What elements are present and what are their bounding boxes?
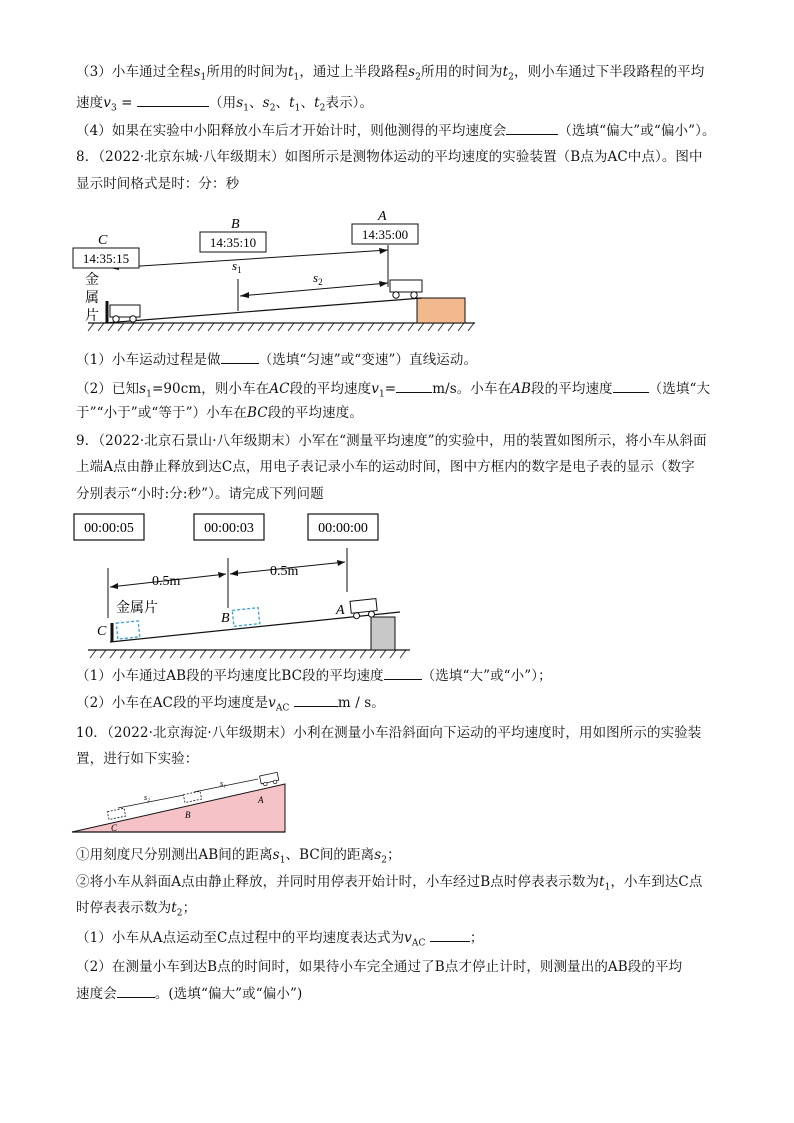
q8-heading: 8．（2022·北京东城·八年级期末）如图所示是测物体运动的平均速度的实验装置（B点为AC中点）。图中 — [76, 149, 703, 165]
answer-blank[interactable] — [294, 693, 338, 707]
q9-part2: （2）小车在AC段的平均速度是$v_{AC}$ m / s。 — [76, 695, 385, 714]
q10-part2-line2: 速度会 。(选填“偏大”或“偏小”) — [76, 986, 303, 1002]
label-a: A — [258, 795, 264, 805]
timer-b-text: 14:35:10 — [209, 235, 257, 250]
support-block — [371, 617, 395, 650]
cart-at-a — [390, 280, 422, 298]
q8-part1: （1）小车运动过程是做 （选填“匀速”或“变速”）直线运动。 — [76, 352, 478, 368]
label-c: C — [111, 823, 118, 833]
cart-at-c — [110, 305, 140, 322]
q9-heading-2: 上端A点由静止释放到达C点，用电子表记录小车的运动时间，图中方框内的数字是电子表的显示（数字 — [76, 459, 695, 475]
s2-label: s₂ — [144, 793, 150, 802]
q8-heading-2: 显示时间格式是时：分：秒 — [76, 176, 240, 192]
label-a: A — [336, 603, 345, 618]
s1-arrow — [110, 250, 388, 268]
incline-line — [105, 298, 422, 323]
timer-a-text: 14:35:00 — [361, 227, 409, 242]
q10-part2-line1: （2）在测量小车到达B点的时间时，如果待小车完全通过了B点才停止计时，则测量出的AB段的平均 — [76, 959, 683, 975]
label-c: C — [98, 233, 108, 248]
d2-label: 0.5m — [270, 564, 299, 579]
q7-part4: （4）如果在实验中小阳释放小车后才开始计时，则他测得的平均速度会 （选填“偏大”或“偏小”）。 — [76, 123, 716, 139]
q9-heading-3: 分别表示“小时:分:秒”）。请完成下列问题 — [76, 486, 324, 502]
metal-label-3: 片 — [85, 309, 99, 324]
s1-line — [194, 779, 258, 792]
q7-part3-line1: （3）小车通过全程$s_1$所用的时间为$t_1$，通过上半段路程$s_2$所用的时间为$t_2$，则小车通过下半段路程的平均 — [76, 64, 705, 83]
label-b: B — [231, 217, 240, 232]
metal-label-1: 金 — [85, 273, 99, 288]
s1-label: s₁ — [220, 779, 226, 788]
answer-blank[interactable] — [430, 928, 470, 942]
q9-heading: 9．（2022·北京石景山·八年级期末）小军在“测量平均速度”的实验中，用的装置如图所示，将小车从斜面 — [76, 433, 707, 449]
metal-label: 金属片 — [116, 601, 158, 616]
label-b: B — [221, 611, 230, 626]
q9-figure — [70, 508, 430, 660]
timer-c-text: 00:00:05 — [84, 521, 134, 536]
timer-c-text: 14:35:15 — [82, 251, 130, 266]
ground-hatch — [88, 323, 474, 331]
answer-blank[interactable] — [396, 379, 432, 393]
s1-label: $s_1$ — [232, 258, 242, 275]
cart-at-b — [232, 608, 260, 627]
q8-part2-line2: 于”“小于”或“等于”）小车在BC段的平均速度。 — [76, 405, 363, 421]
incline-diagram-2 — [70, 508, 430, 660]
q10-part1: （1）小车从A点运动至C点过程中的平均速度表达式为$v_{AC}$ ； — [76, 930, 484, 949]
q10-heading-2: 置，进行如下实验： — [76, 751, 199, 767]
answer-blank[interactable] — [613, 379, 649, 393]
d1-label: 0.5m — [152, 574, 181, 589]
q10-step1: ①用刻度尺分别测出AB间的距离$s_1$、BC间的距离$s_2$； — [76, 847, 401, 866]
q10-step2-line2: 时停表表示数为$t_2$； — [76, 900, 197, 919]
q10-figure — [70, 770, 290, 836]
ground-hatch — [90, 650, 406, 658]
incline-diagram-3 — [70, 770, 290, 836]
label-c: C — [97, 624, 107, 639]
metal-label-2: 属 — [85, 291, 99, 306]
answer-blank[interactable] — [506, 121, 558, 135]
answer-blank[interactable] — [384, 666, 422, 680]
q8-figure — [70, 205, 490, 340]
answer-blank[interactable] — [221, 350, 259, 364]
cart-at-b — [183, 791, 201, 802]
s2-line — [118, 795, 184, 808]
s2-label: $s_2$ — [313, 270, 323, 287]
support-block — [417, 298, 465, 323]
answer-blank[interactable] — [117, 984, 155, 998]
cart-at-c — [107, 808, 125, 819]
pink-incline — [72, 784, 285, 832]
q8-part2-line1: （2）已知$s_1=90cm$，则小车在AC段的平均速度$v_1= m/s$。小车在AB段的平均速度 （选填“大 — [76, 381, 711, 400]
timer-b-text: 00:00:03 — [204, 521, 254, 536]
incline-diagram — [70, 205, 490, 340]
timer-a-text: 00:00:00 — [318, 521, 368, 536]
answer-blank[interactable] — [137, 93, 209, 107]
q9-part1: （1）小车通过AB段的平均速度比BC段的平均速度 （选填“大”或“小”）； — [76, 668, 552, 684]
label-a: A — [378, 209, 387, 224]
cart-at-a — [260, 772, 280, 786]
cart-at-c — [116, 621, 140, 639]
q10-step2-line1: ②将小车从斜面A点由静止释放，并同时用停表开始计时，小车经过B点时停表表示数为$t_1$，小车到达C点 — [76, 874, 703, 893]
q7-part3-line2: 速度$v_3$ = （用$s_1$、$s_2$、$t_1$、$t_2$表示）。 — [76, 95, 374, 114]
q10-heading: 10．（2022·北京海淀·八年级期末）小利在测量小车沿斜面向下运动的平均速度时，用如图所示的实验装 — [76, 725, 702, 741]
label-b: B — [185, 810, 191, 820]
